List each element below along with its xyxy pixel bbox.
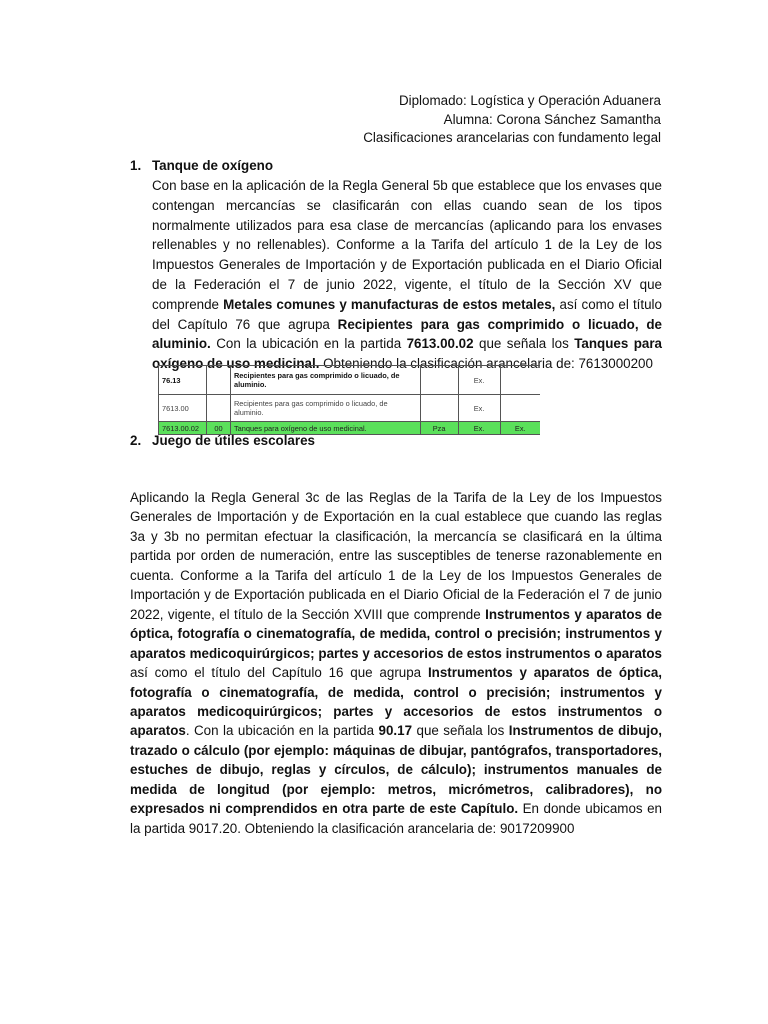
text-run: Obteniendo la clasificación arancelaria de: 7613000200 [319,356,653,372]
section-1-title: Tanque de oxígeno [152,158,274,173]
section-1-paragraph [152,176,662,374]
table-cell-import: Ex. [458,395,500,422]
table-cell-unit [420,395,458,422]
section-2-number: 2. [130,433,142,448]
table-cell-code: 7613.00.02 [159,422,207,435]
text-run: Con la ubicación en la partida [210,336,407,352]
text-run: En donde ubicamos en la partida 9017.20. Obteniendo la clasificación arancelaria de: 9017209900 [130,801,662,836]
bold-run: Instrumentos de dibujo, trazado o cálculo (por ejemplo: máquinas de dibujar, pantógrafos, transportadores, estuches de dibujo, reglas y círculos, de cálculo); instrumentos manuales de medida de longitud (por ejemplo: metros, micrómetros, calibradores), no expresados ni comprendidos en otra parte de este Capítulo. [130,723,662,817]
table-cell-description: Recipientes para gas comprimido o licuado, de aluminio. [230,395,420,422]
section-1-number: 1. [130,158,142,173]
table-cell-unit [420,366,458,395]
table-cell-description: Recipientes para gas comprimido o licuado, de aluminio. [230,366,420,395]
bold-run: Tanques para oxígeno de uso medicinal. [152,336,662,372]
table-cell-export [500,395,540,422]
table-cell-description: Tanques para oxígeno de uso medicinal. [230,422,420,435]
header-student: Alumna: Corona Sánchez Samantha [443,111,661,127]
bold-run: Recipientes para gas comprimido o licuado, de aluminio. [152,316,662,352]
table-cell-code: 7613.00 [159,395,207,422]
text-run: así como el título del Capítulo 16 que agrupa [130,665,428,681]
text-run: Aplicando la Regla General 3c de las Reglas de la Tarifa de la Ley de los Impuestos Generales de Importación y de Exportación en la cual establece que cuando las reglas 3a y 3b no permitan efectuar la clasificación, la mercancía se clasificará en la última partida por orden de numeración, entre las susceptibles de tenerse razonablemente en cuenta. Conforme a la Tarifa del artículo 1 de la Ley de los Impuestos Generales de Importación y de Exportación publicada en el Diario Oficial de la Federación el 7 de junio 2022, vigente, el título de la Sección XVIII que comprende [130,490,662,622]
table-cell-unit: Pza [420,422,458,435]
table-cell-nico [206,395,230,422]
bold-run: 7613.00.02 [406,336,474,352]
text-run: Con base en la aplicación de la Regla General 5b que establece que los envases que contengan mercancías se clasificarán con ellas cuando sean de los tipos normalmente utilizados para esa clase de mercancías (aplicando para los envases rellenables y no rellenables). Conforme a la Tarifa del artículo 1 de la Ley de los Impuestos Generales de Importación y de Exportación publicada en el Diario Oficial de la Federación el 7 de junio 2022, vigente, el título de la Sección XV que comprende [152,178,662,312]
table-cell-import: Ex. [458,422,500,435]
text-run: . Con la ubicación en la partida [185,723,379,739]
bold-run: Instrumentos y aparatos de óptica, fotografía o cinematografía, de medida, control o precisión; instrumentos y aparatos medicoquirúrgicos; partes y accesorios de estos instrumentos o aparatos [130,606,662,661]
table-cell-export [500,366,540,395]
bold-run: 90.17 [378,723,413,739]
section-2-title: Juego de útiles escolares [152,433,315,448]
section-1-heading [130,158,273,173]
document-header [363,92,661,148]
table-cell-import: Ex. [458,366,500,395]
text-run: que señala los [412,723,509,739]
text-run: que señala los [473,336,575,352]
table-cell-nico: 00 [206,422,230,435]
table-row [159,366,541,395]
bold-run: Metales comunes y manufacturas de estos metales, [223,296,556,312]
table-cell-code: 76.13 [159,366,207,395]
table-cell-export: Ex. [500,422,540,435]
table-row [159,395,541,422]
header-course: Diplomado: Logística y Operación Aduanera [398,93,661,108]
header-subject: Clasificaciones arancelarias con fundamento legal [363,130,661,145]
tariff-table [158,365,540,435]
table-cell-nico [206,366,230,395]
text-run: así como el título del Capítulo 76 que agrupa [152,296,662,332]
section-2-paragraph [130,488,662,838]
section-2-heading [130,433,315,448]
bold-run: Instrumentos y aparatos de óptica, fotografía o cinematografía, de medida, control o precisión; instrumentos y aparatos medicoquirúrgicos; partes y accesorios de estos instrumentos o aparatos [130,665,662,739]
